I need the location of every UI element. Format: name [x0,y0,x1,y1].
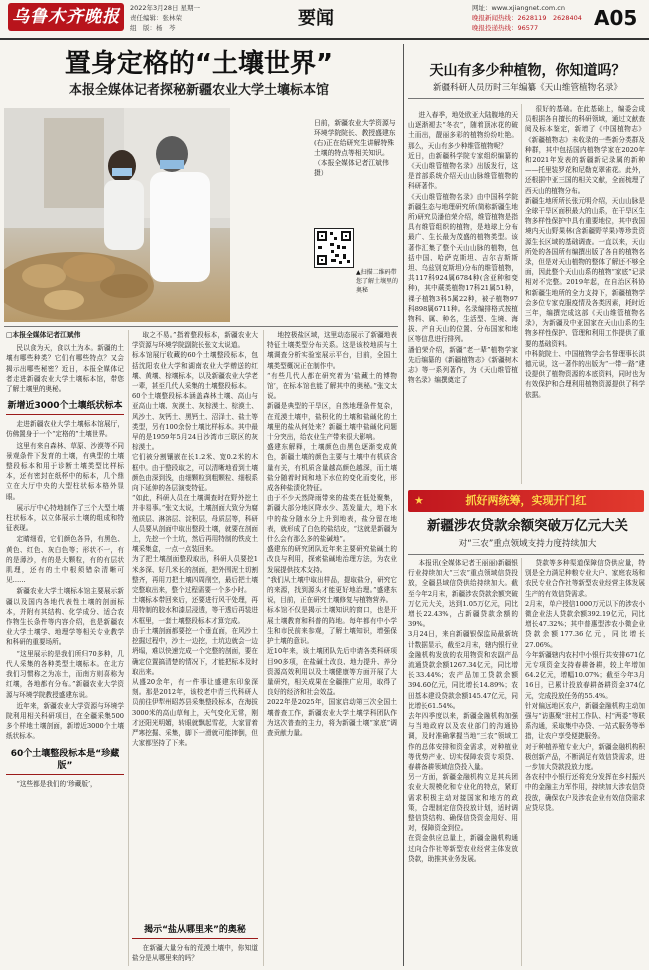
logo-text: 乌鲁木齐晚报 [12,7,120,27]
plant-rule [408,98,644,99]
lead-paragraph: 定睛细看，它们颜色各异，有黑色、黄色、红色、灰白色等；形状不一，有的是薄沙，有的是大颗粒，有的有层状肌理，还有的土中根须错杂清晰可见…… [6,535,124,585]
lab-scene-illustration [4,108,230,322]
loan-rule [408,554,644,555]
lead-subhead-2: 60个土壤整段标本是“珍藏版” [6,748,124,775]
lead-paragraph: 近年来，新疆农业大学资源与环境学院利用相关科研项目，在全疆采集500多个样地土壤剖面，新增近3000个土壤纸状标本。 [6,701,124,741]
plant-headline: 天山有多少种植物，你知道吗？ [429,63,626,79]
masthead-website: 网址：www.xjiangnet.com.cn [472,4,565,12]
column-divider [263,330,264,966]
news-hotline: 晚报新闻热线：2628119 2628404 [472,14,582,22]
lead-paragraph: 民以食为天，食以土为本。新疆的土壤有哪些种类？它们有哪些特点？又会揭示出哪些秘密？近日，本报全媒体记者走进新疆农业大学土壤标本馆，带您了解土壤里的奥秘。 [6,344,124,394]
plant-subheadline: 新疆科研人员历时三年编纂《天山维管植物名录》 [432,83,623,93]
section-divider [403,44,404,966]
masthead-logo [8,3,124,31]
lead-column-2 [132,330,258,966]
lead-subheadline: 本报全媒体记者探秘新疆农业大学土壤标本馆 [68,83,329,98]
masthead-editor: 责任编辑：张林荣 [130,14,182,22]
star-icon: ★ [414,494,424,507]
plant-column-1 [408,110,518,482]
column-divider [521,558,522,966]
lead-byline: □本报全媒体记者江斌伟 [6,331,81,339]
lead-paragraph: “这里展示的是我们所归70多种，几代人采集的各种类型土壤标本。在北方我们习惯称之为冻土，而南方则喜称为红壤，各地都有分布。”新疆农业大学资源与环境学院教授盛建东说。 [6,649,124,699]
lead-paragraph: “这些都是我们的‘珍藏版’， [16,779,97,788]
delivery-hotline: 晚报投递热线：96577 [472,24,539,32]
lead-column-3 [267,330,397,966]
lead-photo-rule [4,326,398,327]
plant-column-2-text: 很好的基础。在此基础上，编委会成员根据各自擅长的科研领域，通过文献查阅及标本鉴定，新增了《中国植物志》《新疆植物志》未收录的一些新分类群及种群，其中包括国内植物学家在2020年和2021年发表的新疆新记录属的新种——托里装罗花和尼勒克翠雀花。此外，还根据中亚三国的相关文献，全面梳理了西天山的植物分布。 新疆生地所所长张元明介绍，天山山脉是全球干旱区面积最大的山系，在干旱区生物多样性保护中具有重要地位，其中我国境内天山野果林(含新疆野苹果)等珍贵资源生长区域的基础调查。一直以来，天山所处的各国所有编撰出版了各自的植物名录，但是对天山植物的整体了解还不够全面，因此整个天山山系的植物“家底”记录相对不完整。2019年起，在自治区科协和新疆生地所的全力支持下，新疆植物学会多位专家克服疫情及各类因素，耗时近三年，编撰完成这部《天山维管植物名录》，为新疆及中亚国家在天山山系的生物多样性保护、管理和利用工作提供了重要的基础资料。 中科院院士、中国植物学会名誉理事长洪德元说，这一著作的出版为“一带一路”建设提供了植物资源的本底资料，同时也为有效保护和合理利用植物资源提供了科学依据。 [525,105,645,399]
lead-paragraph: 走进新疆农业大学土壤标本馆展厅，仿佛置身于一个“定格的”土壤世界。 [6,420,124,439]
plant-column-2 [525,104,645,482]
plant-column-1-text: 进入春季，地处欧亚大陆腹地的天山逐渐褪去“冬衣”，随着顶冰花的破土而出，靓丽多彩的植物纷纷吐艳。那么，天山有多少种维管植物呢？ 近日，由新疆科学院专家组织编纂的《天山维管植物名录》出版发行，这是首部系统介绍天山山脉维管植物的科研著作。 《天山维管植物名录》由中国科学院新疆生态与地理研究所(简称新疆生地所)研究员潘伯荣介绍，维管植物是指具有维管组织的植物，是地球上分布最广、生长最为茂盛的植物类型。该著作汇集了整个天山山脉的植物，包括中国、哈萨克斯坦、吉尔吉斯斯坦、乌兹别克斯坦)分布的维管植物，共117科924属6784种(含亚种和变种)，其中蕨类植物17科21属51种，裸子植物3科5属22种，被子植物97科898属6711种。名录编排格式按植物科、属、种名，生活型、生境、海拔、产自天山的位置、分布国家和地区等信息进行排列。 潘伯荣介绍，新疆“老一辈”植物学家先后编纂的《新疆植物志》《新疆树木志》等一系列著作，为《天山维管植物名录》编撰奠定了 [408,111,518,385]
masthead-rule [0,38,649,40]
lead-headline: 置身定格的“土壤世界” [64,49,334,79]
lead-photo [4,108,230,322]
lead-paragraph: 展示厅中心特地制作了三个大型土壤柱状标本，以立体展示土壤的组成和特征表现。 [6,503,124,533]
column-divider [128,330,129,966]
qr-code [314,228,354,268]
lead-column-3-text: 地控极盐区域，这里动态展示了新疆地表特征土壤类型分布关系。这是该校地质与土壤调查分析实验室展示平台，目前，全国土壤类型概况正在制作中。 “有些几代人都在研究着为‘盐藏土的博物馆’，在标本馆也能了解其中的奥秘。”张文太说。 新疆是典型的干旱区，自然地理条件复杂，在荒漠土壤中，盐积化的土壤和盐碱化的土壤里的盐从何处来？新疆土壤中盐碱化问题十分突出，给农业生产带来很大影响。 盛建东解释，土壤颜色由黑色逐渐变成黄色，新疆土壤的颜色主要与土壤中有机质含量有关，有机质含量越高颜色越深，而土壤盐分随着时间和地下水位的变化而变化，形成各种盐渍化特征。 由于不少天然降雨带来的盐类在低处聚集，新疆大部分地区降水少、蒸发量大，地下水中的盐分随水分上升到地表，盐分留在地表，就形成了白色的盐结皮，“这就是新疆为什么会有那么多的盐碱地”。 盛建东的研究团队近年来主要研究盐碱土的改良与利用，探索盐碱地治理方法，为农业发展提供技术支持。 “我们从土壤中取出样品，提取盐分，研究它的来源，找到源头才能更好地治理。”盛建东说，目前，正在研究土壤修复与植物营养。 标本馆不仅是揭示土壤知识的窗口，也是开展土壤教育和科普的阵地。每年都有中小学生和市民前来参观，了解土壤知识，增强保护土壤的意识。 近10年来，该土壤团队先后申请各类科研项目90多项，在盐碱土改良、地力提升、养分资源高效利用以及土壤健康等方面开展了大量研究，相关成果在全疆推广应用，取得了良好的经济和社会效益。 2022年是2025年，国家启动第三次全国土壤普查工作，新疆农业大学土壤学科团队作为这次普查的主力，将为新疆土壤“家底”调查贡献力量。 [267,331,397,737]
loan-subheadline: 对“三农”重点领域支持力度持续加大 [458,539,597,549]
masthead-date: 2022年3月28日 星期一 [130,4,201,12]
column-divider [521,104,522,484]
campaign-banner [408,490,644,512]
masthead-layout: 组 版：杨 芩 [130,24,176,32]
qr-caption: ▲扫描二维码带您了解土壤里的奥秘 [356,269,399,294]
photo-caption: 日前，新疆农业大学资源与环境学院院长、教授盛建东(右)正在给研究生讲解特殊土壤的特点等相关知识。（本报全媒体记者江斌伟摄） [314,119,396,177]
banner-text: 抓好两统筹，实现开门红 [465,494,587,507]
lead-subhead-1: 新增近3000个土壤纸状标本 [6,400,124,415]
lead-subhead-3: 揭示“盐从哪里来”的奥秘 [132,924,258,939]
lead-paragraph: 在新疆大量分布的荒漠土壤中，你知道盐分是从哪里来的吗？ [132,944,258,963]
lead-paragraph: 这里有来自森林、草原、沙漠等不同景观条件下发育的土壤，有典型的土壤整段标本和用于诊断土壤类型比样标本，还有密封在纸杯中的标本，几个鼎立在大厅中央的大型柱状标本格外显眼。 [6,441,124,501]
loan-headline: 新疆涉农贷款余额突破万亿元大关 [427,519,628,534]
page-number: A05 [594,6,638,30]
lead-column-1 [6,330,124,966]
lead-paragraph: 新疆农业大学土壤标本馆主要展示新疆以及国内各地代表性土壤的剖面标本，并附有其结构、化学成分、适合农作物生长条件等内容介绍，也是新疆农业大学土壤学、地理学等相关专业教学和科研的重要场所。 [6,587,124,647]
lead-column-2-text: 取之不易。”指着整段标本，新疆农业大学资源与环境学院副院长张文太说道。 标本馆展厅收藏的60个土壤整段标本，包括沈阳农业大学和湖南农业大学赠送的红壤、黄壤、棕壤标本，以及新疆农业大学老一辈，甚至几代人采集的土壤整段标本。 60个土壤整段标本涵盖森林土壤、高山与亚高山土壤、灰漠土、灰棕漠土、棕漠土、风沙土、灰钙土、黑钙土、沼泽土、盐土等类型，另有100余份土壤比样标本。其中最早的是1959年5月24日沙湾市三联区的灰棕漠土。 它们被分割镶嵌在长1.2米、宽0.2米的木框中。由于整段取之，可以清晰地看到土壤颜色由深到浅，由细颗粒到粗颗粒、细根系向下延伸的各层演变特征。 “如此，科研人员在土壤调查时在野外挖土并非易事。”张文太说，土壤剖面大致分为腐殖质层、淋溶层、淀积层，母质层等，科研人员要从剖面中取出整段土壤，就要在剖面上，先挖一个土坑，然后再用特制的铁皮土壤采集盒，一点一点装回来。 为了把土壤剖面整段取出，科研人员要挖1米多深、好几米长的剖面，把外围泥土切割整齐，再用刀把土壤四周削空，最后把土壤完整取出来，整个过程需要一个多小时。 土壤标本带回来后，还要进行风干处理，再用特制的胶水和漆层浸透，等干透后再装进木框里，一套土壤整段标本才算完成。 由于土壤剖面都要挖一个垂直面，在风沙土挖掘过程中，沙土一边挖，土坑边就会一边坍塌，难以快速完成一个完整的剖面，要在确定位置搞清楚的情况下，才能把标本及时取出来。 从盛20余年，有一件事让盛建东印象深刻。那是2012年，该校老中青三代科研人员前往伊犁州昭苏县采集整段标本，在海拔3000米的高山草甸上，天气变化无常，刚才还阳光明媚，转眼就飘起雪花，大家冒着严寒挖掘、采集，脚下一滑就可能摔倒，但大家都坚持了下来。 [132,331,258,748]
qr-code-icon [315,229,353,267]
masthead [0,0,649,40]
loan-column-1-text: 本报讯(全媒体记者王丽丽)新疆银行业持续加大“三农”重点领域信贷投放，全疆县域信贷供给持续加大。截至今年2月末，新疆涉农贷款余额突破万亿元大关，达到1.05万亿元，同比增长22.43%，占新疆贷款余额的39%。 3月24日，来自新疆银保监局最新统计数据显示，截至2月末，辖内银行业金融机构发放的农用物资和农副产品流通贷款余额1267.34亿元，同比增长33.44%；农产品加工贷款余额394.60亿元，同比增长14.89%；农田基本建设贷款余额145.47亿元，同比增长61.54%。 去年四季度以来，新疆金融机构加强与当地政府以及农业部门的沟通协调，及时准确掌握当地“三农”领域工作的总体安排和资金需求，对种植业等优势产业、切实保障农资专项贷、春耕备耕领域信贷投入量。 另一方面，新疆金融机构立足其兵团农业大规模化和专业化的特点，紧盯需求积极主动对接国家和地方的政策，合理制定信贷投放计划，适时调整信贷结构、确保信贷资金用好、用对，保障资金到位。 在资金供应总量上，新疆金融机构通过向合作社等新型农业经营主体发放贷款，助推其业务发展。 [408,559,518,863]
loan-column-2-text: 贷款等多种渠道保障信贷供应量，特别是全力满足种粮专业大户、家庭农场和农民专业合作社等新型农业经营主体发展生产的有效信贷需求。 2月末，单户授信1000万元以下的涉农小微企业法人贷款余额392.19亿元，同比增长47.32%；其中普惠型涉农小微企业贷款余额177.36亿元，同比增长27.06%。 今年新疆辖内农村中小银行共安排671亿元专项资金支持春耕备耕，较上年增加64.2亿元，增幅10.07%；截至今年3月16日，已累计投放春耕备耕资金374亿元，完成投放任务的55.4%。 针对偏远地区农户，新疆金融机构主动加强与“访惠聚”驻村工作队、村“两委”等联系沟通，采取集中办贷、一站式服务等举措，让农户享受便捷服务。 对于种植养殖专业大户，新疆金融机构积极创新产品，不断满足有效信贷需求，进一步加大贷款投放力度。 各农村中小银行还将充分发挥在乡村振兴中的金融主力军作用，持续加大涉农信贷投放，确保农户及涉农企业有效信贷需求应贷尽贷。 [525,559,645,812]
loan-column-1 [408,558,518,966]
loan-column-2 [525,558,645,966]
section-title: 要闻 [298,8,334,29]
